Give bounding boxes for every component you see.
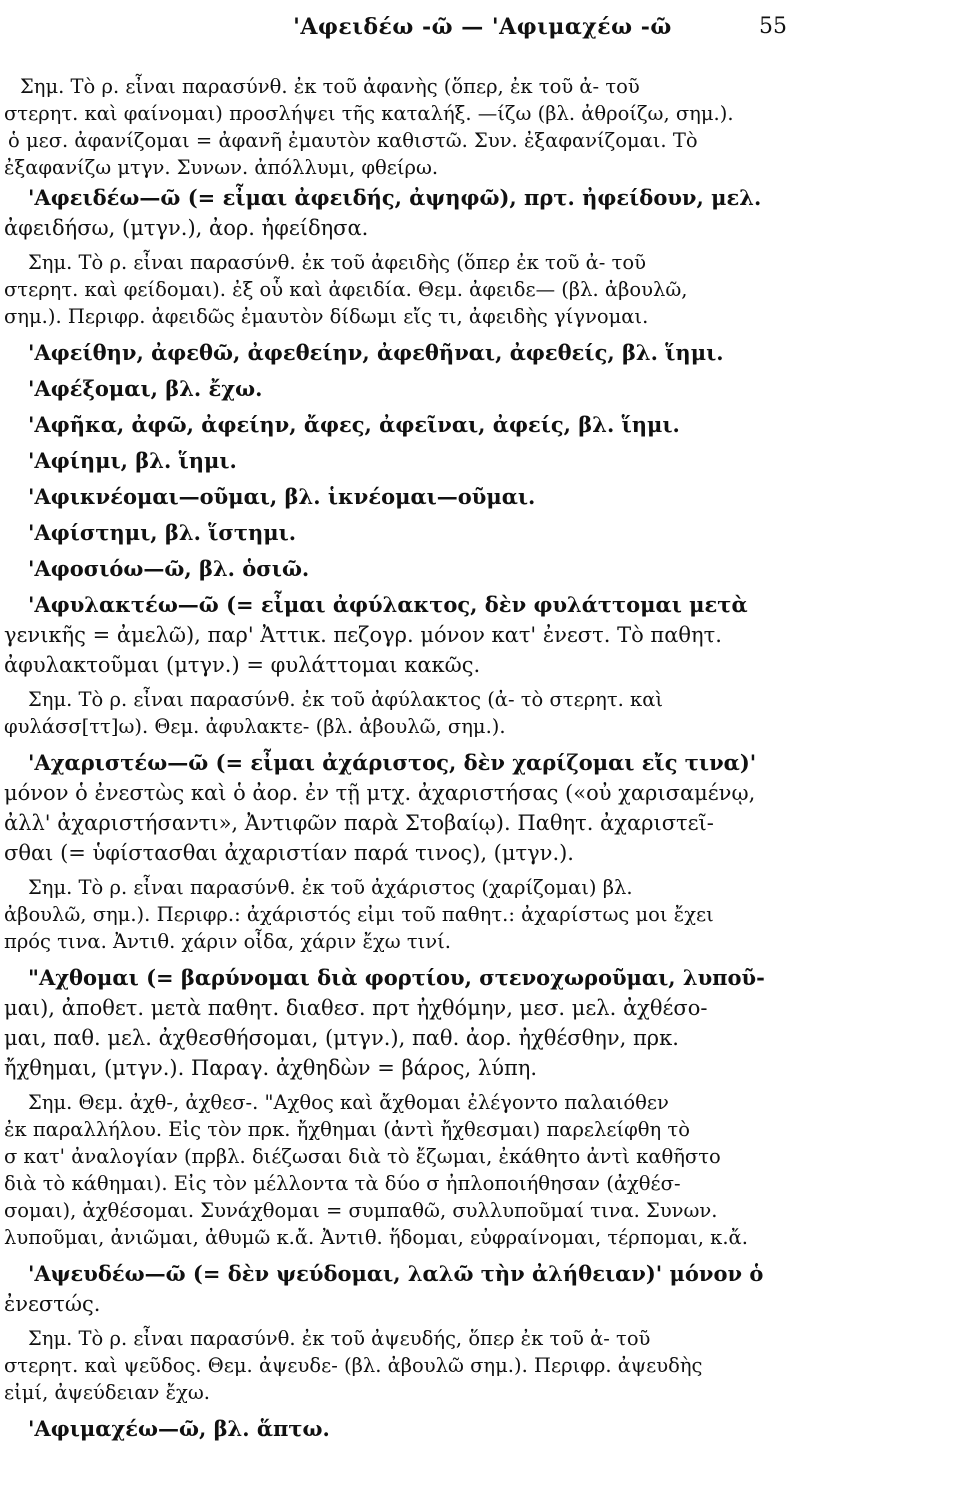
headword-line: 'Αφίστημι, βλ. ἵστημι. bbox=[28, 520, 297, 545]
entry-line: ἐνεστώς. bbox=[4, 1292, 101, 1316]
entry-line: ἀφειδήσω, (μτγν.), ἀορ. ἠφείδησα. bbox=[4, 216, 369, 240]
headword-line: 'Αχαριστέω—ῶ (= εἶμαι ἀχάριστος, δὲν χαρίζομαι εἴς τινα)' bbox=[28, 750, 757, 775]
headword-line: 'Αψευδέω—ῶ (= δὲν ψεύδομαι, λαλῶ τὴν ἀλήθειαν)' μόνον ὁ bbox=[28, 1261, 764, 1286]
entry-note-line: Σημ. Τὸ ρ. εἶναι παρασύνθ. ἐκ τοῦ ἀφειδὴς (ὅπερ ἐκ τοῦ ἀ- τοῦ bbox=[28, 251, 646, 274]
entry-line: γενικῆς = ἀμελῶ), παρ' Ἀττικ. πεζογρ. μόνον κατ' ἐνεστ. Τὸ παθητ. bbox=[4, 623, 722, 647]
entry-line: μόνον ὁ ἐνεστὼς καὶ ὁ ἀορ. ἐν τῇ μτχ. ἀχαριστήσας («οὐ χαρισαμένῳ, bbox=[4, 781, 756, 805]
entry-note-line: Σημ. Τὸ ρ. εἶναι παρασύνθ. ἐκ τοῦ ἀφανὴς (ὅπερ, ἐκ τοῦ ἀ- τοῦ bbox=[20, 75, 640, 98]
entry-note-line: λυποῦμαι, ἀνιῶμαι, ἀθυμῶ κ.ἄ. Ἀντιθ. ἥδομαι, εὐφραίνομαι, τέρπομαι, κ.ἄ. bbox=[4, 1226, 748, 1249]
entry-note-line: Σημ. Θεμ. ἀχθ-, ἀχθεσ-. "Αχθος καὶ ἄχθομαι ἐλέγοντο παλαιόθεν bbox=[28, 1091, 669, 1114]
entry-note-line: εἰμί, ἀψεύδειαν ἔχω. bbox=[4, 1381, 210, 1404]
entry-line: ἤχθημαι, (μτγν.). Παραγ. ἀχθηδὼν = βάρος, λύπη. bbox=[4, 1056, 538, 1080]
entry-note-line: διὰ τὸ κάθημαι). Εἰς τὸν μέλλοντα τὰ δύο σ ἠπλοποιήθησαν (ἀχθέσ- bbox=[4, 1172, 681, 1195]
headword-line: 'Αφίημι, βλ. ἵημι. bbox=[28, 448, 237, 473]
entry-note-line: σομαι), ἀχθέσομαι. Συνάχθομαι = συμπαθῶ, συλλυποῦμαί τινα. Συνων. bbox=[4, 1199, 718, 1222]
headword-line: 'Αφιμαχέω—ῶ, βλ. ἅπτω. bbox=[28, 1416, 330, 1441]
entry-note-line: ἐξαφανίζω μτγν. Συνων. ἀπόλλυμι, φθείρω. bbox=[4, 156, 439, 179]
entry-note-line: σ κατ' ἀναλογίαν (πρβλ. διέζωσαι διὰ τὸ ἔζωμαι, ἐκάθητο ἀντὶ καθῆστο bbox=[4, 1145, 721, 1168]
entry-note-line: Σημ. Τὸ ρ. εἶναι παρασύνθ. ἐκ τοῦ ἀψευδής, ὅπερ ἐκ τοῦ ἀ- τοῦ bbox=[28, 1327, 651, 1350]
entry-note-line: στερητ. καὶ φαίνομαι) προσλήψει τῆς καταλήξ. —ίζω (βλ. ἀθροίζω, σημ.). bbox=[4, 102, 734, 125]
entry-line: μαι), ἀποθετ. μετὰ παθητ. διαθεσ. πρτ ἠχθόμην, μεσ. μελ. ἀχθέσο- bbox=[4, 996, 708, 1020]
running-head: 'Αφειδέω -ῶ — 'Αφιμαχέω -ῶ bbox=[293, 14, 672, 40]
entry-line: σθαι (= ὑφίστασθαι ἀχαριστίαν παρά τινος), (μτγν.). bbox=[4, 841, 574, 865]
entry-line: ἀφυλακτοῦμαι (μτγν.) = φυλάττομαι κακῶς. bbox=[4, 653, 481, 677]
headword-line: "Αχθομαι (= βαρύνομαι διὰ φορτίου, στενοχωροῦμαι, λυποῦ- bbox=[28, 965, 765, 990]
entry-note-line: ἀβουλῶ, σημ.). Περιφρ.: ἀχάριστός εἰμι τοῦ παθητ.: ἀχαρίστως μοι ἔχει bbox=[4, 903, 714, 926]
headword-line: 'Αφῆκα, ἀφῶ, ἀφείην, ἄφες, ἀφεῖναι, ἀφείς, βλ. ἵημι. bbox=[28, 412, 680, 437]
headword-line: 'Αφικνέομαι—οῦμαι, βλ. ἱκνέομαι—οῦμαι. bbox=[28, 484, 536, 509]
headword-line: 'Αφειδέω—ῶ (= εἶμαι ἀφειδής, ἀψηφῶ), πρτ. ἠφείδουν, μελ. bbox=[28, 185, 762, 210]
headword-line: 'Αφυλακτέω—ῶ (= εἶμαι ἀφύλακτος, δὲν φυλάττομαι μετὰ bbox=[28, 592, 748, 617]
entry-note-line: σημ.). Περιφρ. ἀφειδῶς ἐμαυτὸν δίδωμι εἴς τι, ἀφειδὴς γίγνομαι. bbox=[4, 305, 649, 328]
entry-note-line: πρός τινα. Ἀντιθ. χάριν οἶδα, χάριν ἔχω τινί. bbox=[4, 930, 451, 953]
entry-note-line: Σημ. Τὸ ρ. εἶναι παρασύνθ. ἐκ τοῦ ἀχάριστος (χαρίζομαι) βλ. bbox=[28, 876, 633, 899]
entry-note-line: φυλάσσ[ττ]ω). Θεμ. ἀφυλακτε- (βλ. ἀβουλῶ, σημ.). bbox=[4, 715, 506, 738]
entry-line: ἀλλ' ἀχαριστήσαντι», Ἀντιφῶν παρὰ Στοβαίῳ). Παθητ. ἀχαριστεῖ- bbox=[4, 811, 714, 835]
entry-note-line: ἐκ παραλλήλου. Εἰς τὸν πρκ. ἤχθημαι (ἀντὶ ἤχθεσμαι) παρελείφθη τὸ bbox=[4, 1118, 690, 1141]
entry-note-line: στερητ. καὶ φείδομαι). ἐξ οὗ καὶ ἀφειδία. Θεμ. ἀφειδε— (βλ. ἀβουλῶ, bbox=[4, 278, 688, 301]
entry-note-line: στερητ. καὶ ψεῦδος. Θεμ. ἀψευδε- (βλ. ἀβουλῶ σημ.). Περιφρ. ἀψευδὴς bbox=[4, 1354, 703, 1377]
headword-line: 'Αφέξομαι, βλ. ἔχω. bbox=[28, 376, 263, 401]
entry-note-line: ὁ μεσ. ἀφανίζομαι = ἀφανῆ ἐμαυτὸν καθιστῶ. Συν. ἐξαφανίζομαι. Τὸ bbox=[8, 129, 698, 152]
entry-line: μαι, παθ. μελ. ἀχθεσθήσομαι, (μτγν.), παθ. ἀορ. ἠχθέσθην, πρκ. bbox=[4, 1026, 679, 1050]
headword-line: 'Αφοσιόω—ῶ, βλ. ὁσιῶ. bbox=[28, 556, 310, 581]
entry-note-line: Σημ. Τὸ ρ. εἶναι παρασύνθ. ἐκ τοῦ ἀφύλακτος (ἀ- τὸ στερητ. καὶ bbox=[28, 688, 664, 711]
page-number: 55 bbox=[759, 14, 787, 39]
headword-line: 'Αφείθην, ἀφεθῶ, ἀφεθείην, ἀφεθῆναι, ἀφεθείς, βλ. ἵημι. bbox=[28, 340, 724, 365]
